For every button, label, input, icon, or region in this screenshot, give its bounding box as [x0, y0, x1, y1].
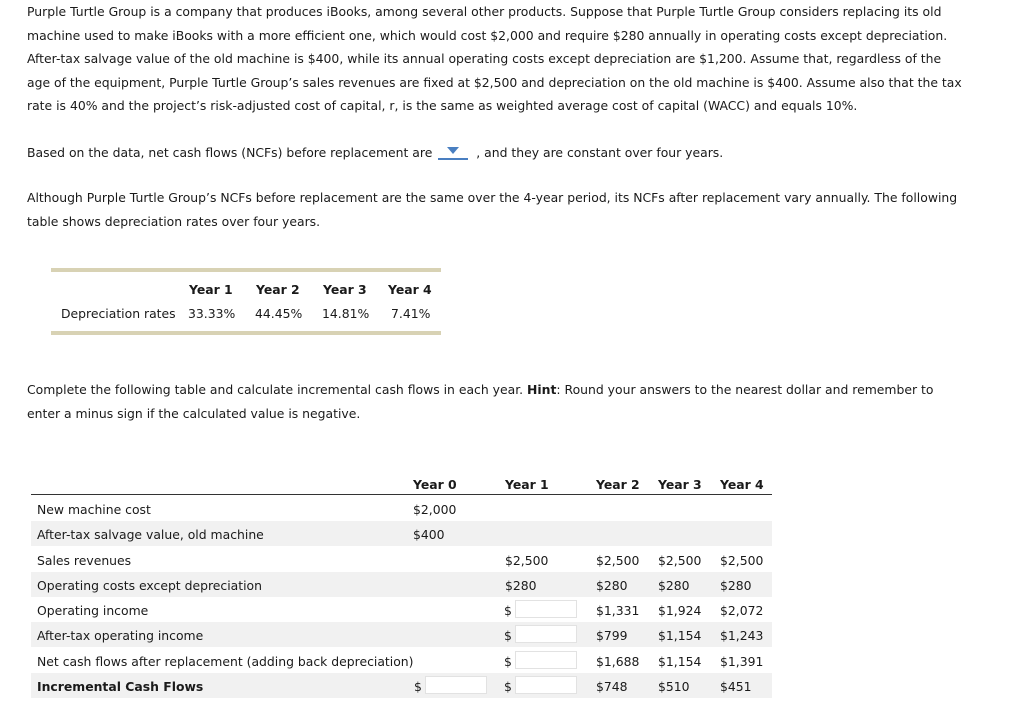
incremental-cash-flow-year1-input[interactable]	[515, 676, 577, 694]
table-row	[31, 648, 772, 673]
cell-year2: $280	[596, 578, 628, 593]
cell-year3: $510	[658, 679, 690, 694]
table-row	[31, 496, 772, 521]
table-row	[31, 521, 772, 546]
row-label: Sales revenues	[37, 553, 132, 568]
cell-year4: $2,072	[720, 603, 764, 618]
dep-intro-line: Although Purple Turtle Group’s NCFs before replacement are the same over the 4-year period, its NCFs after replacement vary annually. The following	[27, 190, 958, 205]
row-label: New machine cost	[37, 502, 151, 517]
intro-paragraph	[27, 0, 987, 118]
table-row	[31, 622, 772, 647]
dep-value: 44.45%	[255, 306, 303, 321]
table-row	[31, 572, 772, 597]
after-tax-operating-income-year1-input[interactable]	[515, 625, 577, 643]
cell-year2: $1,688	[596, 654, 640, 669]
ncf-dropdown[interactable]	[438, 144, 468, 160]
cf-header-year2: Year 2	[596, 477, 640, 492]
ncf-sentence-before: Based on the data, net cash flows (NCFs) before replacement are	[27, 145, 433, 160]
row-label: After-tax salvage value, old machine	[37, 527, 264, 542]
row-label: Operating costs except depreciation	[37, 578, 262, 593]
cell-year1: $2,500	[505, 553, 549, 568]
cf-header-rule	[31, 494, 772, 495]
ncf-sentence-after: , and they are constant over four years.	[476, 145, 724, 160]
operating-income-year1-input[interactable]	[515, 600, 577, 618]
row-label: Incremental Cash Flows	[37, 679, 204, 694]
cell-year3: $280	[658, 578, 690, 593]
cell-year2: $799	[596, 628, 628, 643]
table-row	[31, 597, 772, 622]
instructions-text: : Round your answers to the nearest dollar and remember to	[556, 382, 934, 397]
row-label: After-tax operating income	[37, 628, 204, 643]
net-cash-flow-year1-input[interactable]	[515, 651, 577, 669]
incremental-cash-flow-year0-input[interactable]	[425, 676, 487, 694]
instructions	[27, 378, 987, 425]
instructions-line1	[27, 378, 987, 402]
dep-table-bottom-rule	[51, 331, 441, 335]
dep-header: Year 2	[256, 282, 300, 297]
intro-line: rate is 40% and the project’s risk-adjusted cost of capital, r, is the same as weighted average cost of capital (WACC) and equals 10%.	[27, 98, 858, 113]
intro-line: machine used to make iBooks with a more efficient one, which would cost $2,000 and require $280 annually in operating costs except depreciation.	[27, 27, 948, 43]
cell-year3: $1,154	[658, 628, 702, 643]
dep-header: Year 3	[323, 282, 367, 297]
ncf-sentence	[27, 144, 723, 160]
cf-header-year4: Year 4	[720, 477, 764, 492]
cell-year3: $1,924	[658, 603, 702, 618]
currency-symbol: $	[414, 679, 422, 694]
instructions-text: Complete the following table and calculate incremental cash flows in each year.	[27, 382, 528, 397]
cell-year0: $2,000	[413, 502, 457, 517]
dep-intro	[27, 186, 987, 233]
cf-header-year0: Year 0	[413, 477, 457, 492]
cell-year4: $280	[720, 578, 752, 593]
dep-table-top-rule	[51, 268, 441, 272]
dep-value: 33.33%	[188, 306, 236, 321]
cell-year1: $280	[505, 578, 537, 593]
currency-symbol: $	[504, 628, 512, 643]
cell-year0: $400	[413, 527, 445, 542]
dep-header: Year 4	[388, 282, 432, 297]
cell-year2: $2,500	[596, 553, 640, 568]
cell-year2: $748	[596, 679, 628, 694]
currency-symbol: $	[504, 603, 512, 618]
intro-line: age of the equipment, Purple Turtle Group’s sales revenues are fixed at $2,500 and depreciation on the old machine is $400. Assume also that the tax	[27, 74, 962, 90]
chevron-down-icon	[447, 147, 459, 154]
dep-value: 14.81%	[322, 306, 370, 321]
table-row	[31, 547, 772, 572]
currency-symbol: $	[504, 679, 512, 694]
cf-header-year3: Year 3	[658, 477, 702, 492]
row-label: Operating income	[37, 603, 149, 618]
intro-line: Purple Turtle Group is a company that produces iBooks, among several other products. Suppose that Purple Turtle Group considers replacing its old	[27, 4, 942, 19]
table-row	[31, 673, 772, 698]
intro-line: After-tax salvage value of the old machine is $400, while its annual operating costs except depreciation are $1,200. Assume that, regardless of the	[27, 51, 942, 66]
cf-header-year1: Year 1	[505, 477, 549, 492]
dep-row-label: Depreciation rates	[61, 306, 176, 321]
cell-year4: $1,243	[720, 628, 764, 643]
cell-year3: $2,500	[658, 553, 702, 568]
cell-year4: $1,391	[720, 654, 764, 669]
instructions-line2: enter a minus sign if the calculated value is negative.	[27, 405, 361, 421]
dep-value: 7.41%	[391, 306, 431, 321]
dep-header: Year 1	[189, 282, 233, 297]
currency-symbol: $	[504, 654, 512, 669]
cell-year4: $2,500	[720, 553, 764, 568]
cell-year4: $451	[720, 679, 752, 694]
cell-year3: $1,154	[658, 654, 702, 669]
hint-label: Hint	[527, 382, 557, 397]
row-label: Net cash flows after replacement (adding back depreciation)	[37, 654, 414, 669]
cell-year2: $1,331	[596, 603, 640, 618]
dep-intro-line: table shows depreciation rates over four years.	[27, 213, 321, 229]
